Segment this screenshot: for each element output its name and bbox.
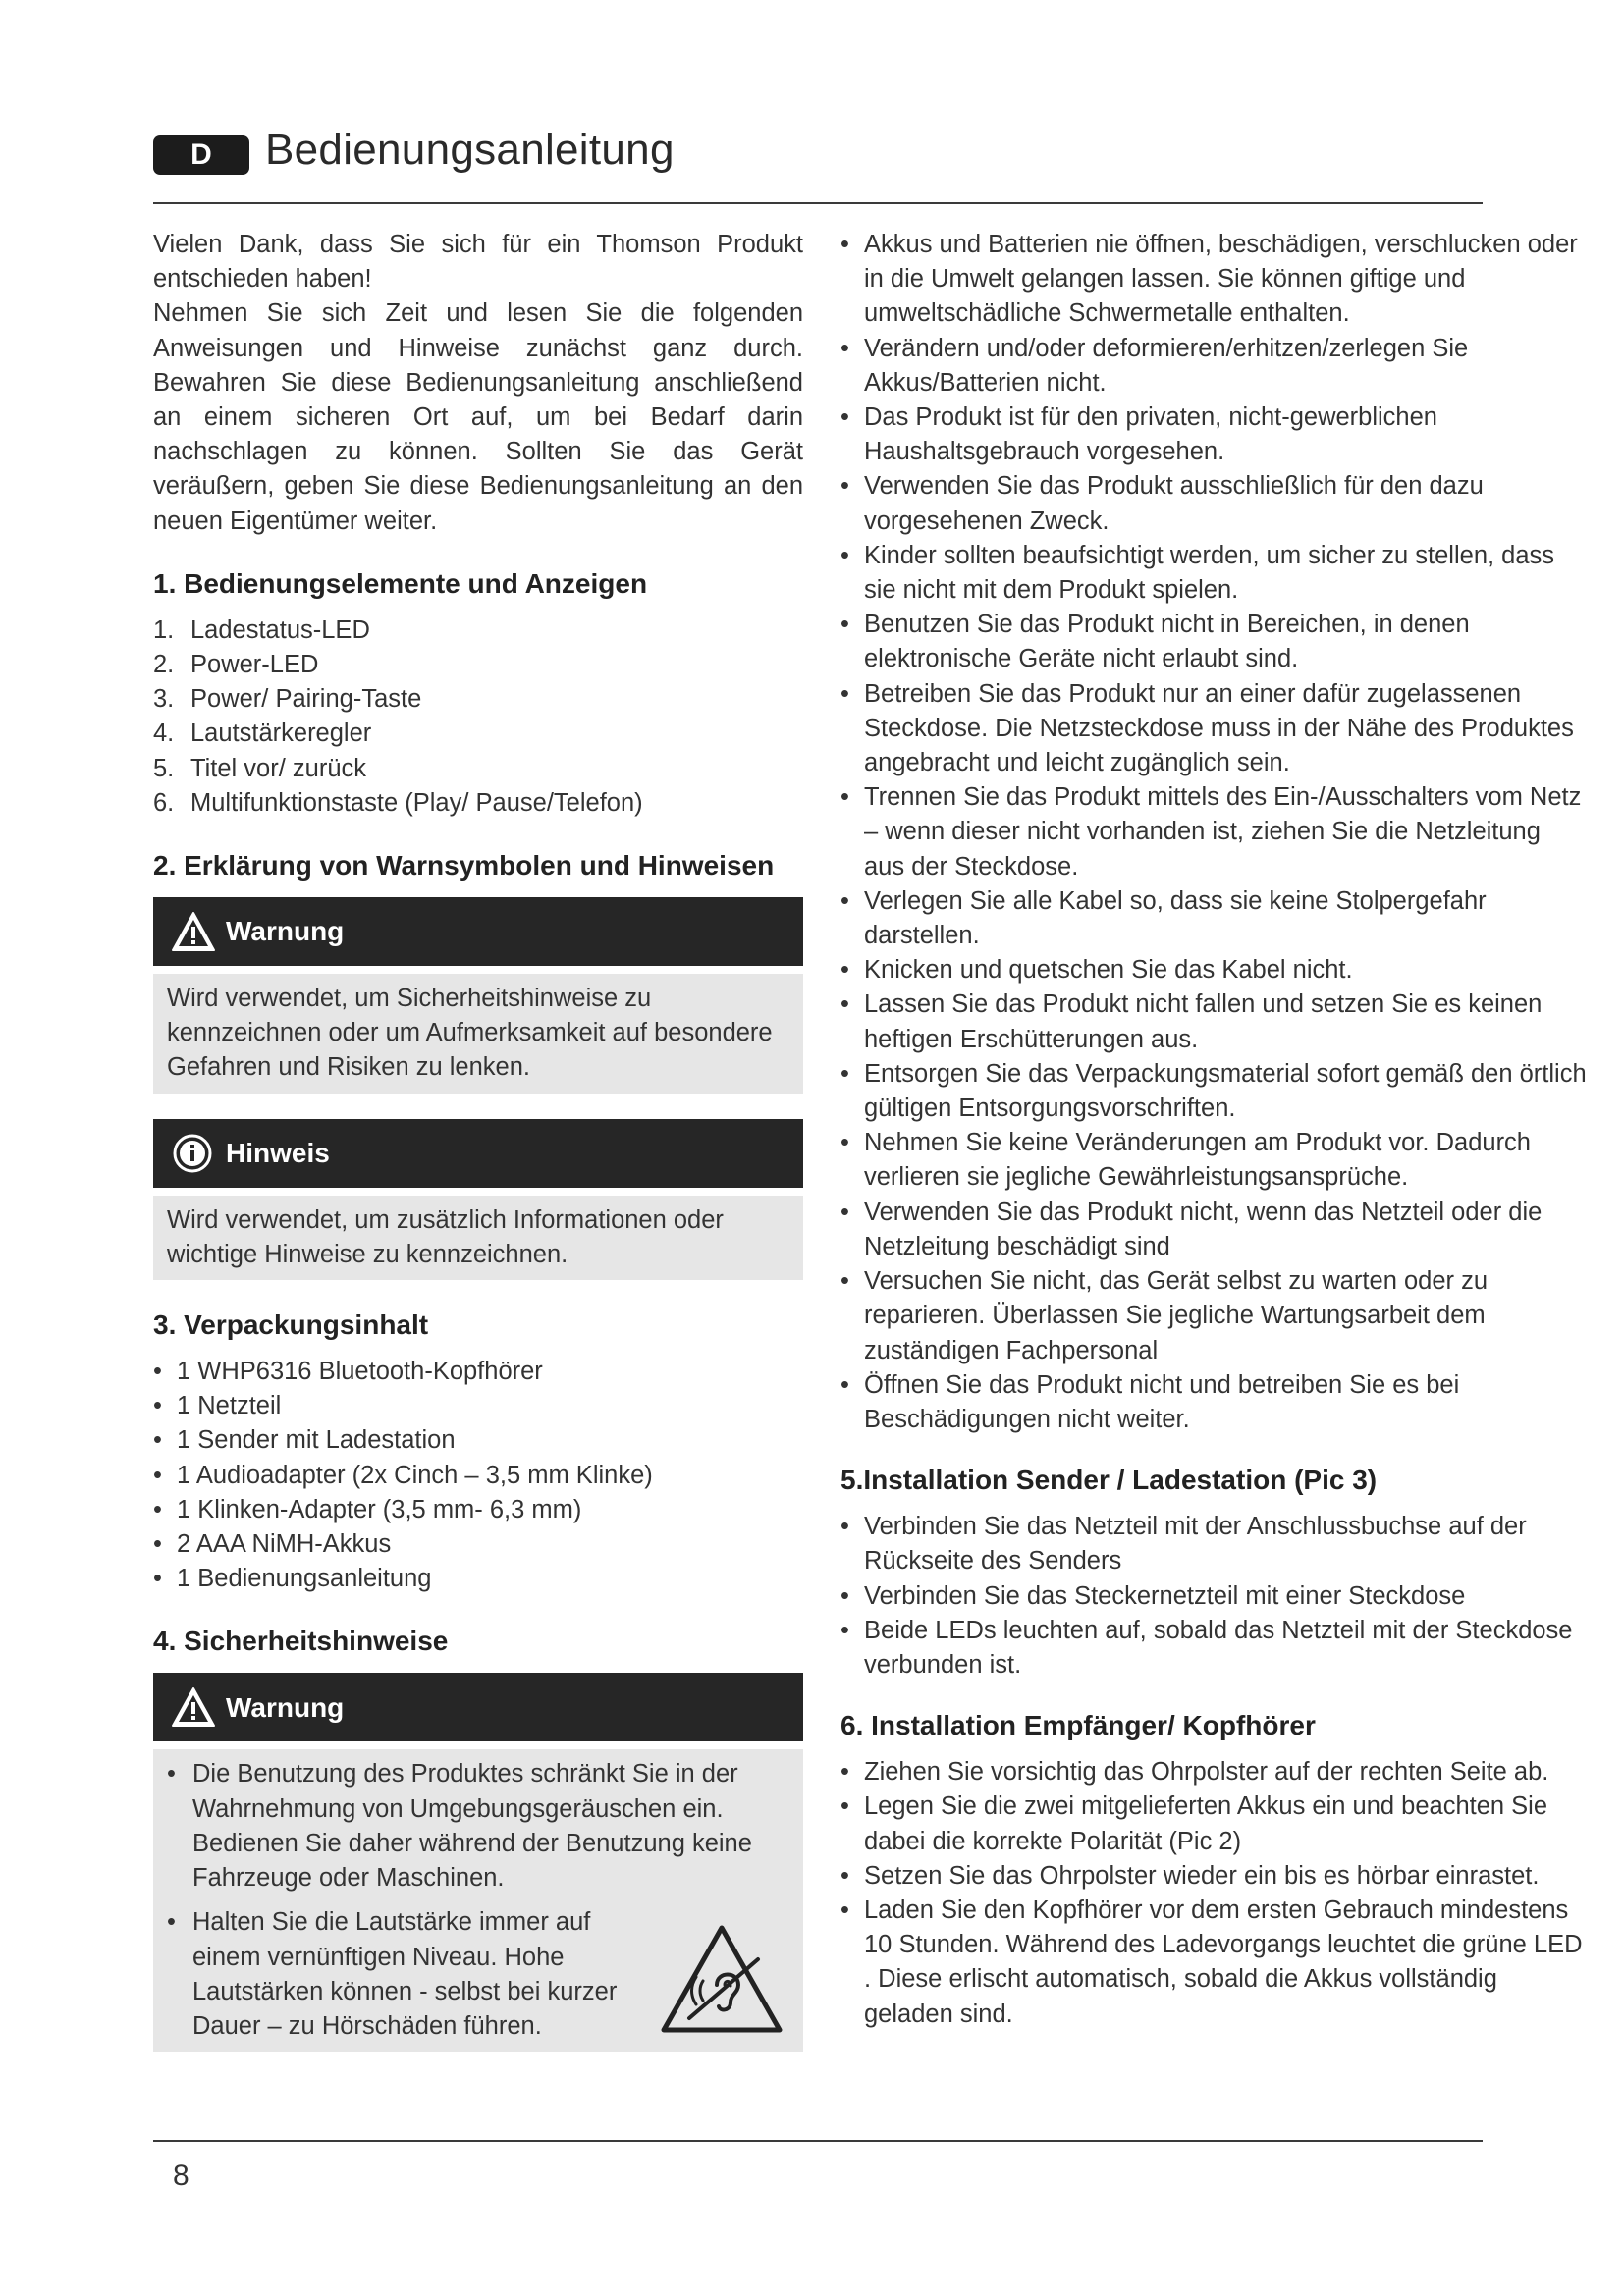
- section-6-heading: 6. Installation Empfänger/ Kopfhörer: [840, 1710, 1316, 1741]
- list-item: 4. Lautstärkeregler: [153, 720, 372, 748]
- page-title: Bedienungsanleitung: [265, 126, 675, 174]
- section-5-heading: 5.Installation Sender / Ladestation (Pic 3): [840, 1465, 1378, 1496]
- list-item: 6. Multifunktionstaste (Play/ Pause/Telefon): [153, 788, 643, 817]
- list-item: • Verwenden Sie das Produkt nicht, wenn das Netzteil oder die Netzleitung beschädigt sind: [840, 1196, 1587, 1264]
- list-item: • Verwenden Sie das Produkt ausschließlich für den dazu vorgesehenen Zweck.: [840, 469, 1587, 538]
- list-item: • Knicken und quetschen Sie das Kabel nicht.: [840, 953, 1587, 988]
- list-item: • 2 AAA NiMH-Akkus: [153, 1527, 803, 1562]
- page-number: 8: [173, 2160, 189, 2192]
- list-item: • Laden Sie den Kopfhörer vor dem ersten Gebrauch mindestens 10 Stunden. Während des Ladevorgangs leuchtet die grüne LED . Diese erlischt automatisch, sobald die Akkus vollständig geladen sind.: [840, 1894, 1587, 2032]
- warning-label: Warnung: [226, 916, 345, 947]
- left-column: [153, 228, 803, 2052]
- safety-list: [840, 228, 1587, 1437]
- safety-warning-label: Warnung: [226, 1691, 345, 1723]
- list-item: • Verbinden Sie das Netzteil mit der Anschlussbuchse auf der Rückseite des Senders: [840, 1510, 1587, 1578]
- list-item: • 1 Netzteil: [153, 1389, 803, 1423]
- footer-rule: [153, 2140, 1483, 2142]
- section-4-heading: 4. Sicherheitshinweise: [153, 1626, 449, 1657]
- warning-triangle-icon: [171, 910, 216, 953]
- section-2-heading: 2. Erklärung von Warnsymbolen und Hinweisen: [153, 850, 775, 881]
- list-item: • Verändern und/oder deformieren/erhitzen/zerlegen Sie Akkus/Batterien nicht.: [840, 332, 1587, 400]
- list-item: • 1 WHP6316 Bluetooth-Kopfhörer: [153, 1355, 803, 1389]
- list-item: • Akkus und Batterien nie öffnen, beschädigen, verschlucken oder in die Umwelt gelangen lassen. Sie können giftige und umweltschädliche Schwermetalle enthalten.: [840, 228, 1587, 332]
- safety-warning-banner: [153, 1673, 803, 1741]
- headphone-install-list: [840, 1755, 1587, 2032]
- list-item: • Halten Sie die Lautstärke immer auf einem vernünftigen Niveau. Hohe Lautstärken können - selbst bei kurzer Dauer – zu Hörschäden führen.: [167, 1905, 789, 2044]
- list-item: • Die Benutzung des Produktes schränkt Sie in der Wahrnehmung von Umgebungsgeräuschen ein. Bedienen Sie daher während der Benutzung keine Fahrzeuge oder Maschinen.: [167, 1757, 789, 1896]
- section-1-heading: 1. Bedienungselemente und Anzeigen: [153, 567, 648, 599]
- list-item: • Verbinden Sie das Steckernetzteil mit einer Steckdose: [840, 1579, 1587, 1614]
- warning-triangle-icon: [171, 1685, 216, 1729]
- list-item: • Kinder sollten beaufsichtigt werden, um sicher zu stellen, dass sie nicht mit dem Produkt spielen.: [840, 539, 1587, 608]
- list-item: • Legen Sie die zwei mitgelieferten Akkus ein und beachten Sie dabei die korrekte Polarität (Pic 2): [840, 1789, 1587, 1858]
- transmitter-install-list: [840, 1510, 1587, 1682]
- warning-banner: [153, 897, 803, 966]
- note-description: Wird verwendet, um zusätzlich Informationen oder wichtige Hinweise zu kennzeichnen.: [153, 1196, 803, 1280]
- language-badge: D: [153, 135, 249, 175]
- list-item: 3. Power/ Pairing-Taste: [153, 685, 422, 714]
- list-item: • Benutzen Sie das Produkt nicht in Bereichen, in denen elektronische Geräte nicht erlaubt sind.: [840, 608, 1587, 676]
- intro-paragraph-2: Nehmen Sie sich Zeit und lesen Sie die folgenden Anweisungen und Hinweise zunächst ganz durch. Bewahren Sie diese Bedienungsanleitung anschließend an einem sicheren Ort auf, um bei Bedarf darin nachschlagen zu können. Sollten Sie das Gerät veräußern, geben Sie diese Bedienungsanleitung an den neuen Eigentümer weiter.: [153, 299, 803, 535]
- warning-description: Wird verwendet, um Sicherheitshinweise zu kennzeichnen oder um Aufmerksamkeit auf besondere Gefahren und Risiken zu lenken.: [153, 974, 803, 1094]
- list-item: • Setzen Sie das Ohrpolster wieder ein bis es hörbar einrastet.: [840, 1859, 1587, 1894]
- note-label: Hinweis: [226, 1138, 330, 1169]
- note-banner: [153, 1119, 803, 1188]
- list-item: • Betreiben Sie das Produkt nur an einer dafür zugelassenen Steckdose. Die Netzsteckdose muss in der Nähe des Produktes angebracht und leicht zugänglich sein.: [840, 677, 1587, 781]
- list-item: • Versuchen Sie nicht, das Gerät selbst zu warten oder zu reparieren. Überlassen Sie jegliche Wartungsarbeit dem zuständigen Fachpersonal: [840, 1264, 1587, 1368]
- list-item: • Lassen Sie das Produkt nicht fallen und setzen Sie es keinen heftigen Erschütterungen aus.: [840, 988, 1587, 1056]
- list-item: • Verlegen Sie alle Kabel so, dass sie keine Stolpergefahr darstellen.: [840, 884, 1587, 953]
- list-item: • 1 Audioadapter (2x Cinch – 3,5 mm Klinke): [153, 1459, 803, 1493]
- section-3-heading: 3. Verpackungsinhalt: [153, 1309, 429, 1341]
- controls-list: [153, 614, 803, 821]
- list-item: • Trennen Sie das Produkt mittels des Ein-/Ausschalters vom Netz – wenn dieser nicht vorhanden ist, ziehen Sie die Netzleitung aus der Steckdose.: [840, 780, 1587, 884]
- list-item: • 1 Sender mit Ladestation: [153, 1423, 803, 1458]
- right-column: [840, 228, 1587, 2032]
- info-icon: [171, 1132, 216, 1175]
- safety-warning-body: [153, 1749, 803, 2052]
- list-item: • Öffnen Sie das Produkt nicht und betreiben Sie es bei Beschädigungen nicht weiter.: [840, 1368, 1587, 1437]
- list-item: • Beide LEDs leuchten auf, sobald das Netzteil mit der Steckdose verbunden ist.: [840, 1614, 1587, 1682]
- intro-paragraph-1: Vielen Dank, dass Sie sich für ein Thomson Produkt entschieden haben!: [153, 231, 803, 294]
- list-item: • 1 Klinken-Adapter (3,5 mm- 6,3 mm): [153, 1493, 803, 1527]
- list-item: 1. Ladestatus-LED: [153, 615, 370, 644]
- list-item: • Das Produkt ist für den privaten, nicht-gewerblichen Haushaltsgebrauch vorgesehen.: [840, 400, 1587, 469]
- list-item: 5. Titel vor/ zurück: [153, 754, 367, 782]
- hearing-damage-warning-icon: [660, 1924, 784, 2034]
- list-item: • Entsorgen Sie das Verpackungsmaterial sofort gemäß den örtlich gültigen Entsorgungsvorschriften.: [840, 1057, 1587, 1126]
- list-item: • 1 Bedienungsanleitung: [153, 1562, 803, 1596]
- package-contents-list: [153, 1355, 803, 1596]
- list-item: • Nehmen Sie keine Veränderungen am Produkt vor. Dadurch verlieren sie jegliche Gewährleistungsansprüche.: [840, 1126, 1587, 1195]
- list-item: 2. Power-LED: [153, 651, 319, 679]
- list-item: • Ziehen Sie vorsichtig das Ohrpolster auf der rechten Seite ab.: [840, 1755, 1587, 1789]
- header-rule: [153, 202, 1483, 204]
